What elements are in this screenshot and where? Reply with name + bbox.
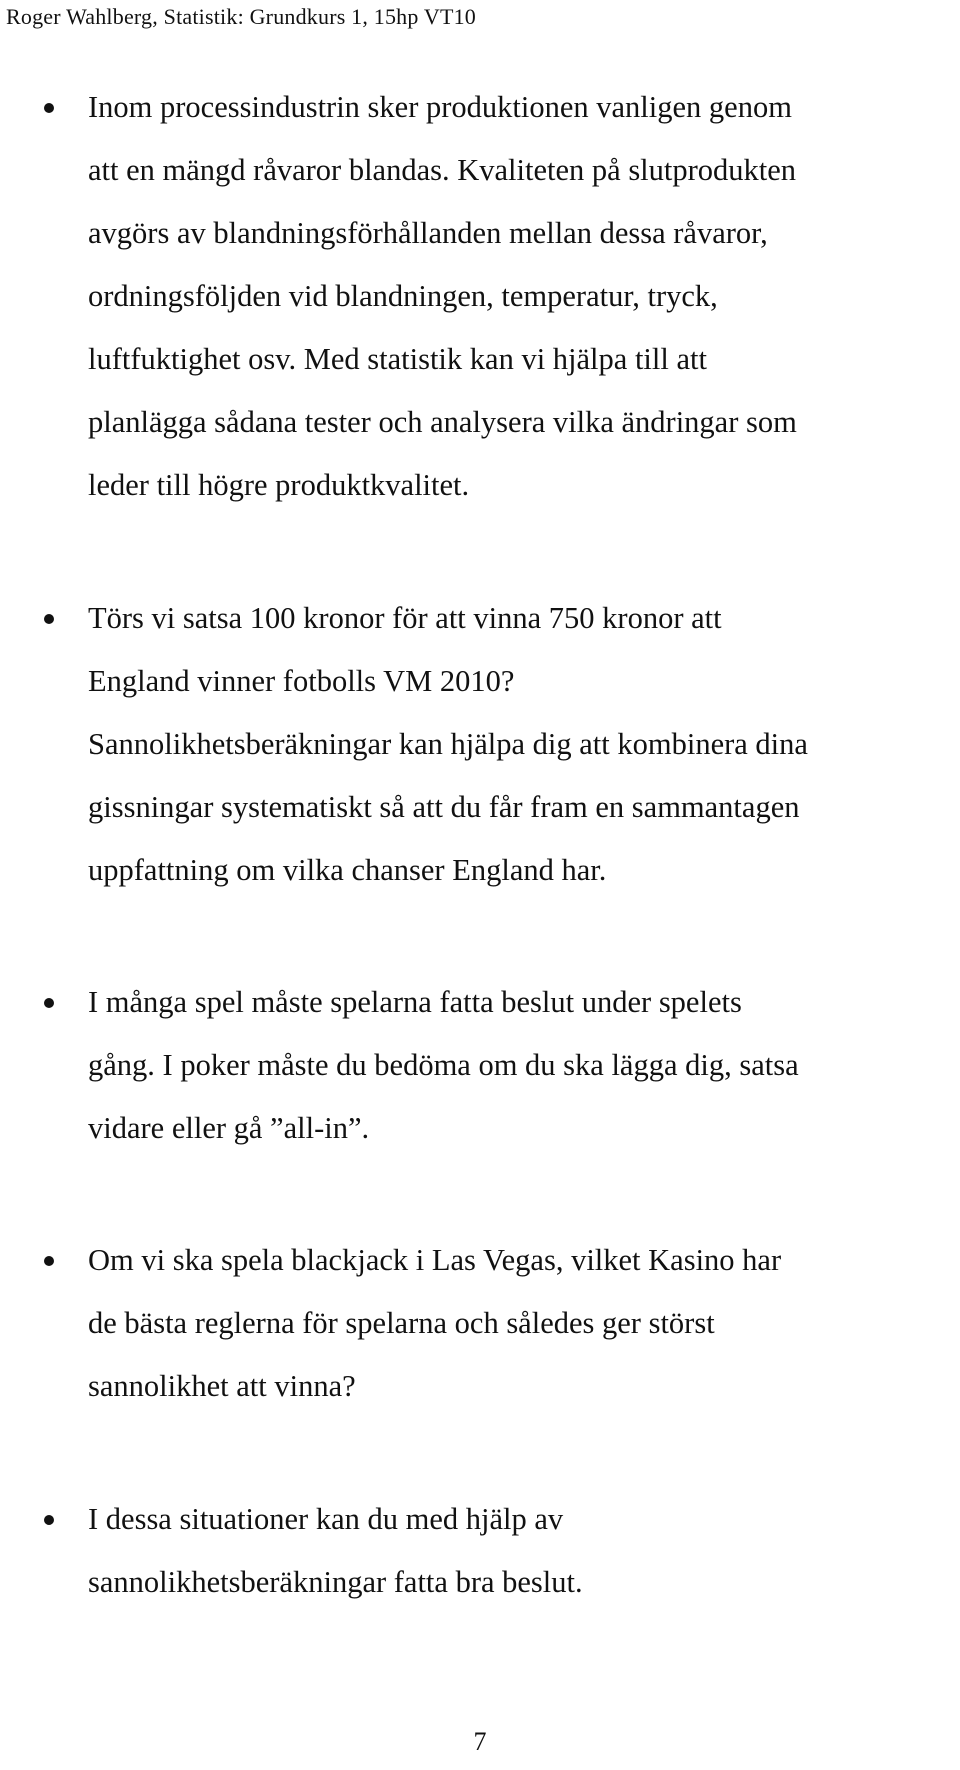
bullet-icon bbox=[44, 614, 54, 624]
paragraph: Törs vi satsa 100 kronor för att vinna 750 kronor att England vinner fotbolls VM 2010? Sannolikhetsberäkningar kan hjälpa dig att kombinera dina gissningar systematiskt så att du får fram en sammantagen uppfattning om vilka chanser England har. bbox=[88, 601, 808, 887]
paragraph: Inom processindustrin sker produktionen vanligen genom att en mängd råvaror blandas. Kvaliteten på slutprodukten avgörs av blandningsförhållanden mellan dessa råvaror, ordningsföljden vid blandningen, temperatur, tryck, luftfuktighet osv. Med statistik kan vi hjälpa till att planlägga sådana tester och analysera vilka ändringar som leder till högre produktkvalitet. bbox=[88, 90, 797, 502]
paragraph: Om vi ska spela blackjack i Las Vegas, vilket Kasino har de bästa reglerna för spelarna och således ger störst sannolikhet att vinna? bbox=[88, 1243, 782, 1403]
paragraph: I dessa situationer kan du med hjälp av sannolikhetsberäkningar fatta bra beslut. bbox=[88, 1502, 583, 1599]
running-header: Roger Wahlberg, Statistik: Grundkurs 1, 15hp VT10 bbox=[6, 4, 477, 29]
page-number: 7 bbox=[473, 1727, 487, 1756]
bullet-icon bbox=[44, 1256, 54, 1266]
bullet-icon bbox=[44, 1515, 54, 1525]
paragraph: I många spel måste spelarna fatta beslut under spelets gång. I poker måste du bedöma om du ska lägga dig, satsa vidare eller gå ”all-in”. bbox=[88, 985, 799, 1145]
bullet-icon bbox=[44, 103, 54, 113]
bullet-icon bbox=[44, 998, 54, 1008]
